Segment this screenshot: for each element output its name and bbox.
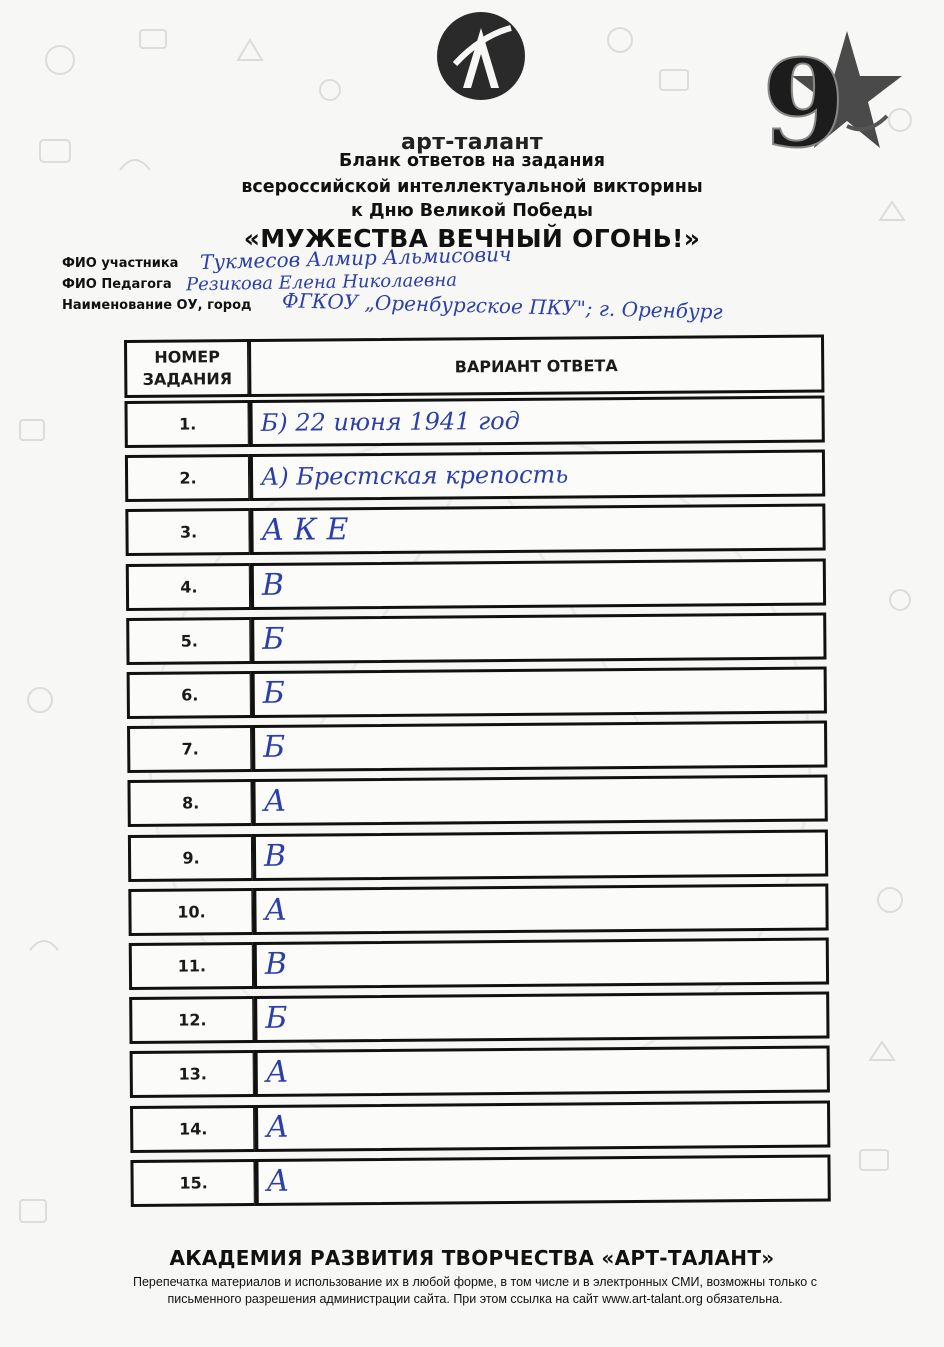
footer-title: АКАДЕМИЯ РАЗВИТИЯ ТВОРЧЕСТВА «АРТ-ТАЛАНТ» [169, 1246, 775, 1270]
table-row [130, 1046, 830, 1098]
handwritten-answer: А [265, 1055, 289, 1091]
task-number: 15. [130, 1159, 256, 1207]
handwritten-answer: Б [262, 675, 285, 711]
task-number: 4. [126, 563, 252, 611]
participant-label: ФИО участника [62, 256, 179, 271]
answer-cell [252, 829, 828, 881]
column-header-answer: ВАРИАНТ ОТВЕТА [248, 335, 824, 398]
handwritten-answer: В [261, 567, 285, 603]
answers-table [124, 335, 831, 1212]
table-row [127, 775, 827, 827]
handwritten-answer: А [263, 784, 287, 820]
handwritten-answer: Б [265, 1000, 288, 1037]
badge-number: 9 [762, 34, 846, 166]
handwritten-answer: А [266, 1163, 290, 1199]
footer-note-line-2: письменного разрешения администрации сайта. При этом ссылка на сайт www.art-talant.org обязательна. [167, 1292, 783, 1306]
answer-cell [253, 937, 829, 989]
header-line-3: к Дню Великой Победы [350, 201, 593, 221]
handwritten-answer: В [264, 946, 288, 982]
answer-cell [249, 450, 825, 502]
table-row [129, 992, 829, 1044]
table-row [126, 612, 826, 664]
answer-cell [251, 721, 827, 773]
task-number: 10. [128, 888, 254, 936]
table-row [130, 1100, 830, 1152]
task-number: 5. [126, 617, 252, 665]
answer-cell [250, 612, 826, 664]
table-row [129, 937, 829, 989]
header-line-2: всероссийской интеллектуальной викторины [241, 177, 703, 197]
art-talant-logo [435, 6, 527, 108]
handwritten-answer: Б [262, 621, 285, 657]
handwritten-answer: А) Брестская крепость [260, 460, 569, 492]
task-number: 8. [127, 779, 253, 827]
task-number: 1. [124, 400, 250, 448]
task-number: 6. [127, 671, 253, 719]
answer-cell [251, 775, 827, 827]
task-number: 12. [129, 996, 255, 1044]
handwritten-answer: А [266, 1109, 290, 1145]
handwritten-answer: А [264, 892, 288, 928]
answer-cell [250, 558, 826, 610]
task-number: 9. [128, 834, 254, 882]
handwritten-answer: Б) 22 июня 1941 год [260, 406, 520, 437]
teacher-label: ФИО Педагога [62, 277, 172, 292]
table-row [125, 504, 825, 556]
table-row [128, 883, 828, 935]
answer-cell [249, 504, 825, 556]
task-number: 2. [125, 454, 251, 502]
column-header-number: НОМЕР ЗАДАНИЯ [124, 339, 250, 398]
participant-name: Тукмесов Алмир Альмисович [199, 241, 512, 275]
task-number: 3. [125, 508, 251, 556]
table-row [130, 1154, 830, 1206]
answer-cell [254, 1154, 830, 1206]
table-row [127, 721, 827, 773]
brand-name: арт-талант [401, 130, 543, 155]
handwritten-answer: В [263, 838, 287, 874]
footer-note-line-1: Перепечатка материалов и использование их в любой форме, в том числе и в электронных СМИ, возможны только с [132, 1275, 817, 1289]
table-row [124, 396, 824, 448]
table-row [126, 558, 826, 610]
task-number: 14. [130, 1105, 256, 1153]
school-label: Наименование ОУ, город [62, 298, 252, 313]
task-number: 7. [127, 725, 253, 773]
handwritten-answer: Б [263, 729, 286, 766]
table-row [125, 450, 825, 502]
header-line-1: Бланк ответов на задания [339, 151, 605, 171]
answer-cell [253, 992, 829, 1044]
table-row [127, 666, 827, 718]
school-name: ФГКОУ „Оренбургское ПКУ"; г. Оренбург [281, 288, 723, 324]
quiz-title: «МУЖЕСТВА ВЕЧНЫЙ ОГОНЬ!» [243, 224, 701, 253]
teacher-name: Резикова Елена Николаевна [185, 269, 458, 296]
task-number: 11. [129, 942, 255, 990]
answer-cell [254, 1100, 830, 1152]
answer-cell [252, 883, 828, 935]
handwritten-answer: А К Е [261, 512, 349, 549]
answer-cell [254, 1046, 830, 1098]
answer-cell [251, 666, 827, 718]
answer-cell [248, 396, 824, 448]
task-number: 13. [130, 1050, 256, 1098]
table-row [128, 829, 828, 881]
